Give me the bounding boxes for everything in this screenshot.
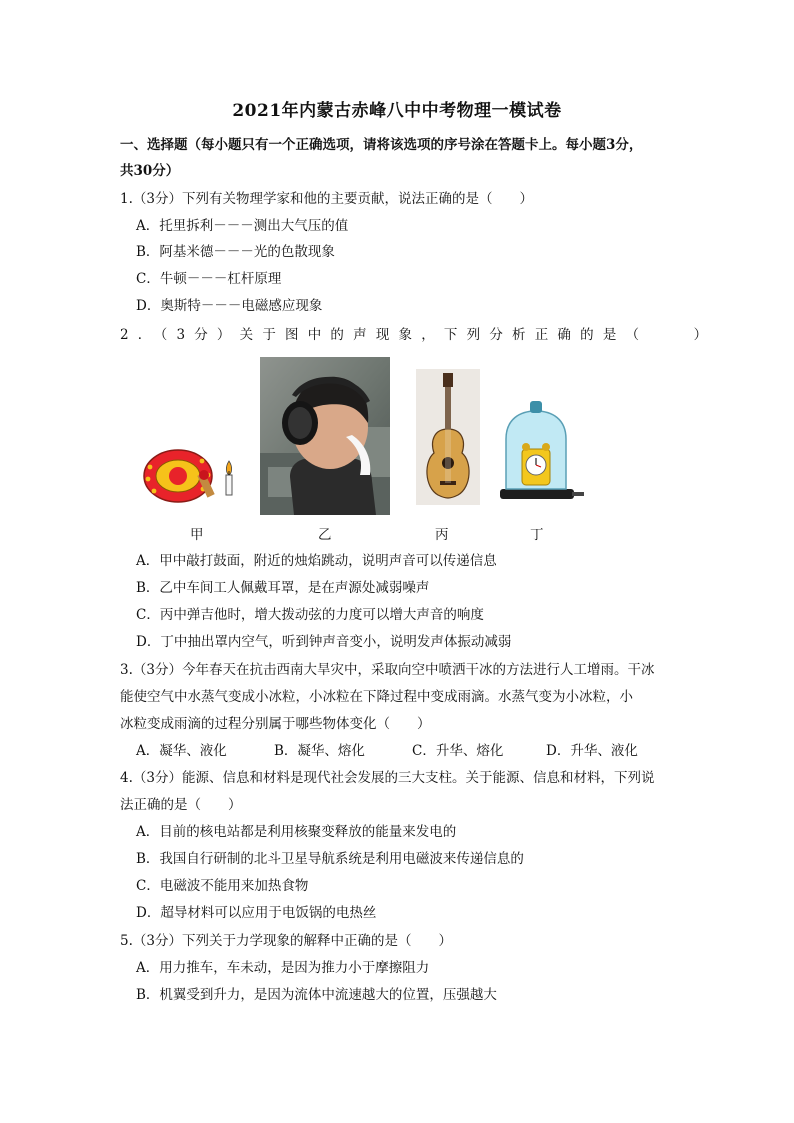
q5-stem: 5.（3分）下列关于力学现象的解释中正确的是（ ）: [120, 933, 452, 949]
caption-jia: 甲: [190, 527, 204, 543]
q3-option-a: A．凝华、液化: [136, 743, 227, 759]
q4-option-c: C．电磁波不能用来加热食物: [136, 878, 309, 894]
q1-option-c: C．牛顿－－－杠杆原理: [136, 271, 282, 287]
bell-jar-clock-figure: [494, 397, 586, 505]
q3-stem-line3: 冰粒变成雨滴的过程分别属于哪些物体变化（ ）: [120, 716, 431, 732]
q4-option-a: A．目前的核电站都是利用核聚变释放的能量来发电的: [136, 824, 457, 840]
guitar-figure: [416, 369, 480, 505]
q4-stem-line1: 4.（3分）能源、信息和材料是现代社会发展的三大支柱。关于能源、信息和材料，下列说: [120, 770, 655, 786]
section-heading-line1: 一、选择题（每小题只有一个正确选项，请将该选项的序号涂在答题卡上。每小题3分，: [120, 137, 643, 153]
caption-bing: 丙: [435, 527, 449, 543]
caption-yi: 乙: [318, 527, 332, 543]
section-heading-line2: 共30分）: [120, 163, 180, 179]
q1-stem: 1.（3分）下列有关物理学家和他的主要贡献，说法正确的是（ ）: [120, 191, 533, 207]
q2-figures: [140, 355, 590, 545]
q3-stem-line2: 能使空气中水蒸气变成小冰粒，小冰粒在下降过程中变成雨滴。水蒸气变为小冰粒，小: [120, 689, 633, 705]
q5-option-a: A．用力推车，车未动，是因为推力小于摩擦阻力: [136, 960, 430, 976]
q3-option-d: D．升华、液化: [546, 743, 638, 759]
q1-option-d: D．奥斯特－－－电磁感应现象: [136, 298, 323, 314]
q4-option-b: B．我国自行研制的北斗卫星导航系统是利用电磁波来传递信息的: [136, 851, 524, 867]
q1-option-b: B．阿基米德－－－光的色散现象: [136, 244, 335, 260]
q1-option-a: A．托里拆利－－－测出大气压的值: [136, 218, 349, 234]
q2-option-b: B．乙中车间工人佩戴耳罩，是在声源处减弱噪声: [136, 580, 430, 596]
q3-option-b: B．凝华、熔化: [274, 743, 365, 759]
caption-ding: 丁: [530, 527, 544, 543]
q3-option-c: C．升华、熔化: [412, 743, 504, 759]
q2-option-d: D．丁中抽出罩内空气，听到钟声音变小，说明发声体振动减弱: [136, 634, 512, 650]
earmuff-worker-figure: [260, 357, 390, 515]
q2-option-c: C．丙中弹吉他时，增大拨动弦的力度可以增大声音的响度: [136, 607, 484, 623]
q4-stem-line2: 法正确的是（ ）: [120, 797, 242, 813]
q2-option-a: A．甲中敲打鼓面，附近的烛焰跳动，说明声音可以传递信息: [136, 553, 497, 569]
page-title: 2021年内蒙古赤峰八中中考物理一模试卷: [232, 101, 562, 121]
q5-option-b: B．机翼受到升力，是因为流体中流速越大的位置，压强越大: [136, 987, 497, 1003]
q4-option-d: D．超导材料可以应用于电饭锅的电热丝: [136, 905, 377, 921]
q2-stem: 2．（3分）关于图中的声现象，下列分析正确的是（ ）: [120, 327, 717, 343]
drum-candle-figure: [142, 447, 252, 507]
q3-stem-line1: 3.（3分）今年春天在抗击西南大旱灾中，采取向空中喷洒干冰的方法进行人工增雨。干冰: [120, 662, 655, 678]
